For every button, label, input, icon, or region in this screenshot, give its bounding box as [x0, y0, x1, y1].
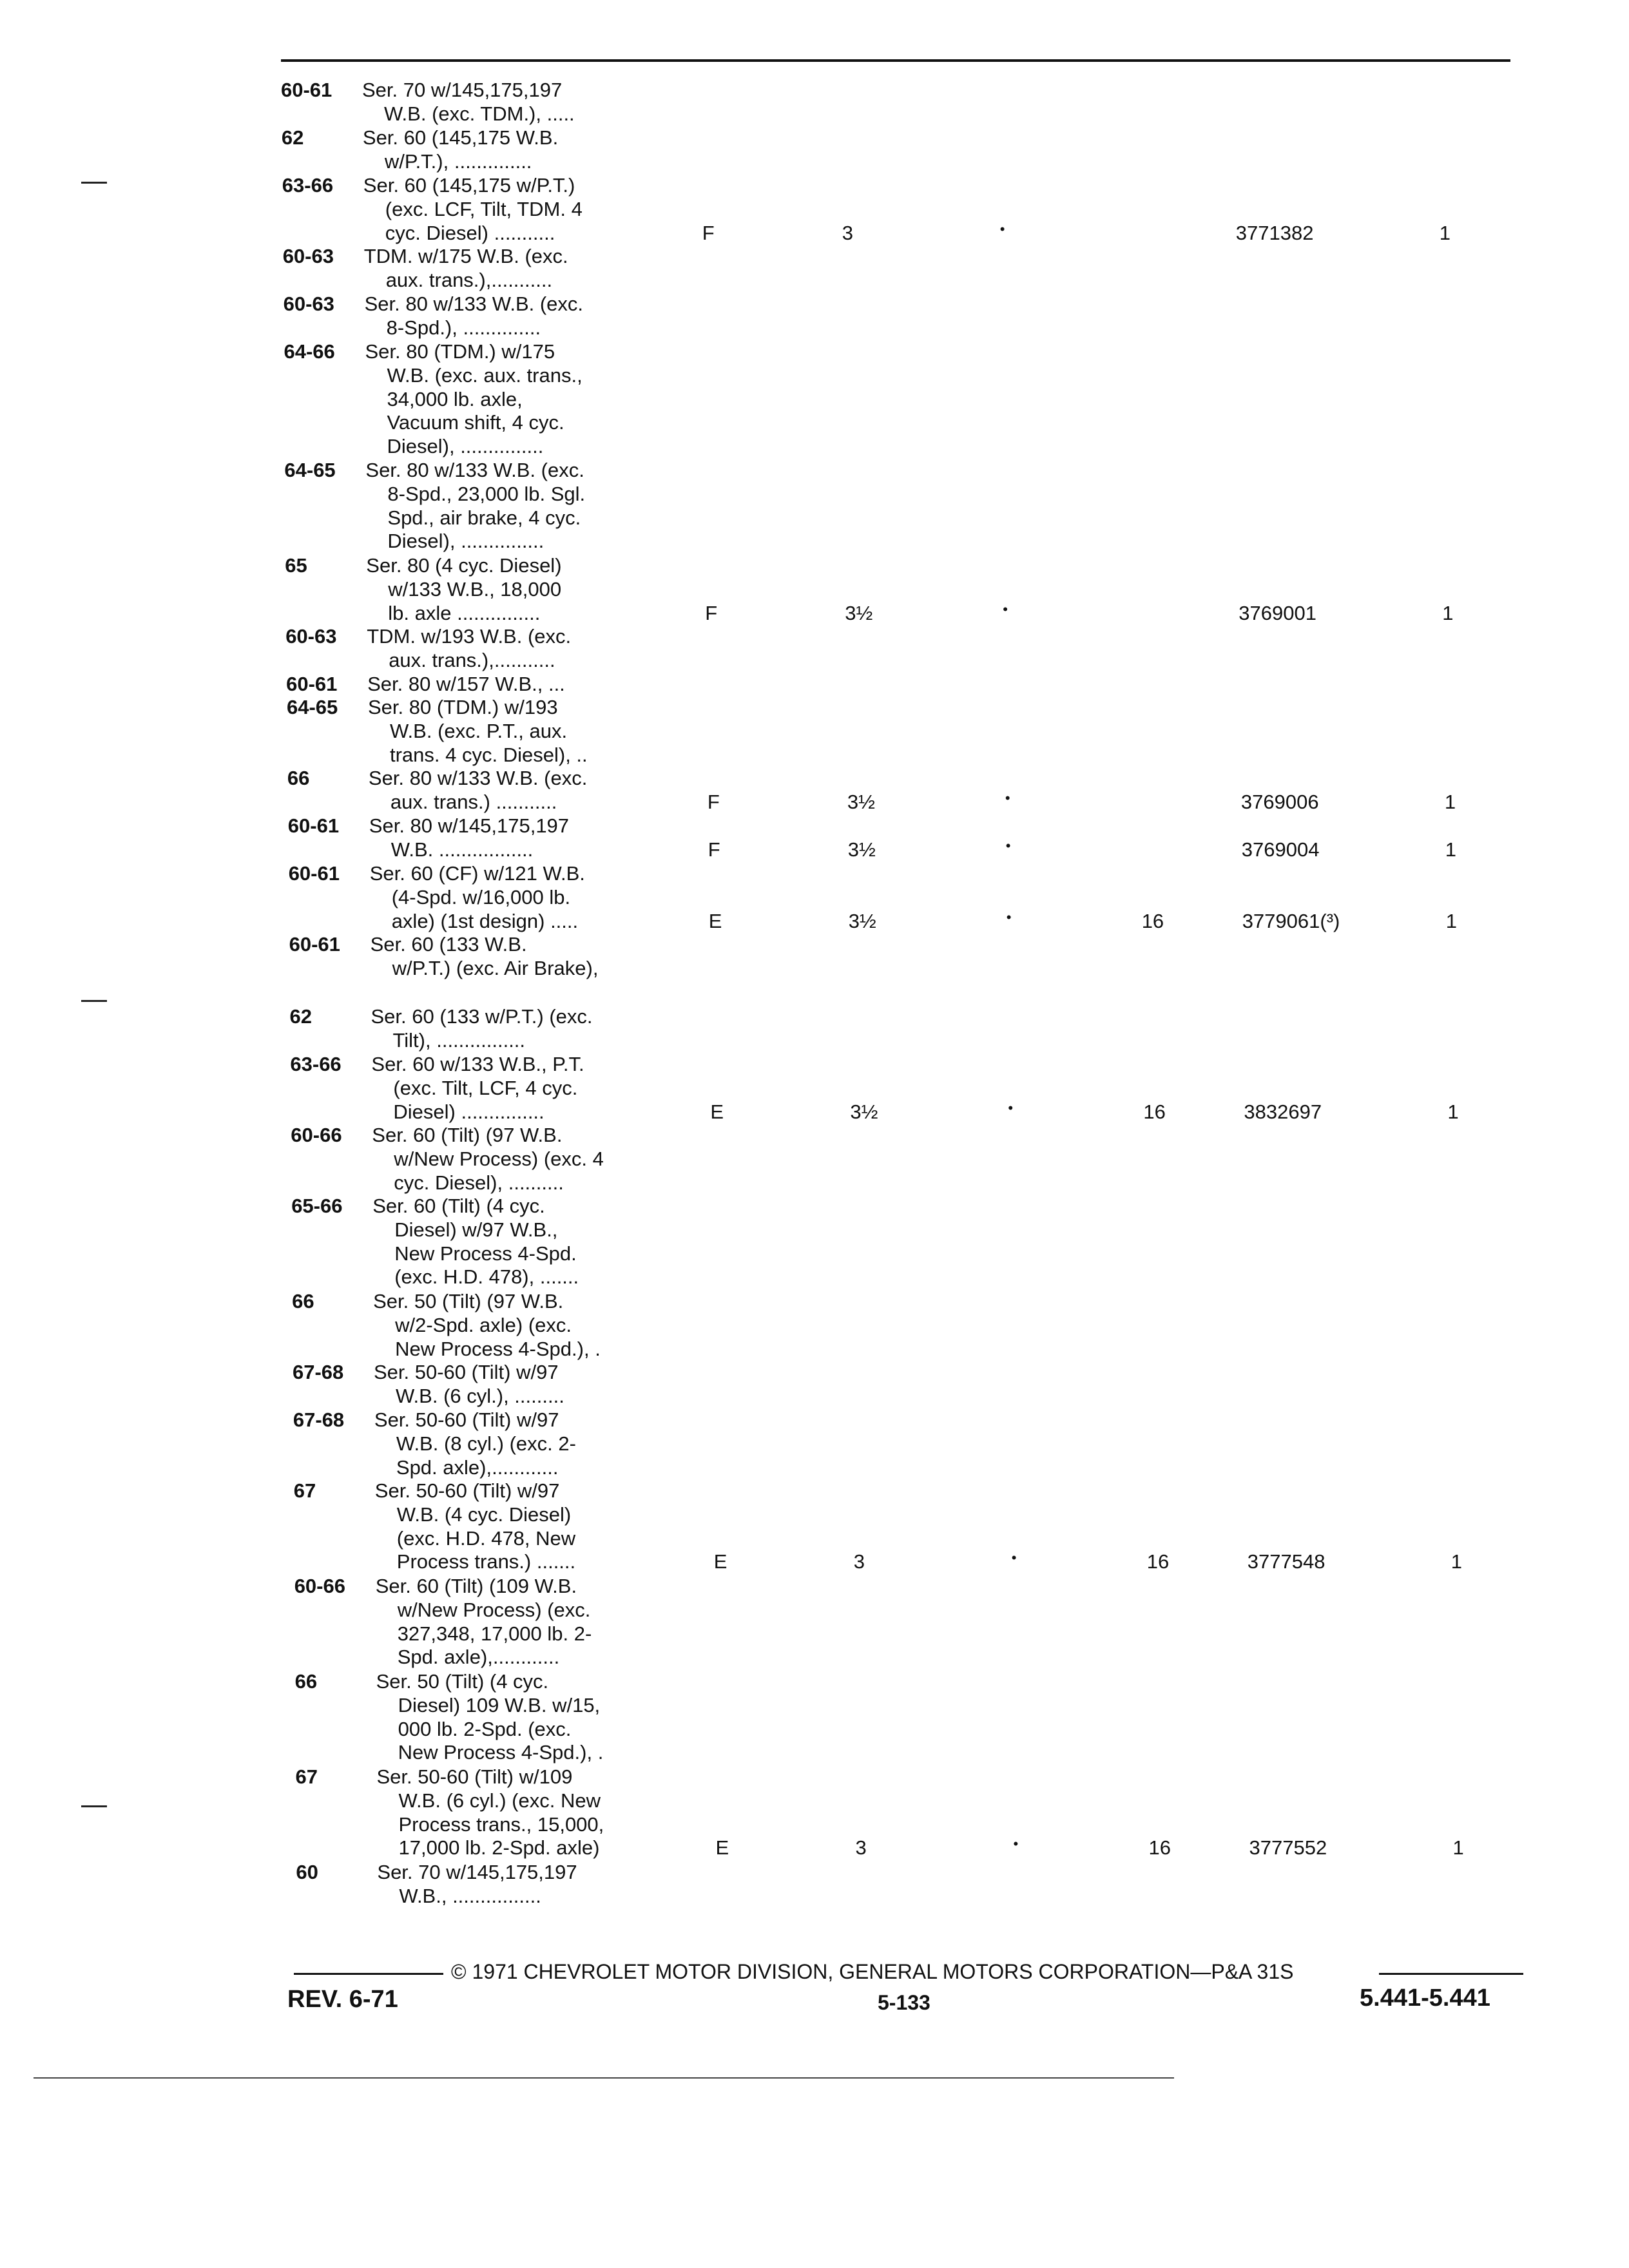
model-years: 60-63 [285, 625, 337, 648]
column-part: 3777552 [1249, 1836, 1327, 1860]
column-size: 3½ [848, 909, 876, 932]
application-text: cyc. Diesel) ........... [385, 221, 555, 244]
application-text: W.B. (exc. TDM.), ..... [384, 102, 575, 125]
column-num: 16 [1146, 1550, 1170, 1573]
column-mark: • [999, 220, 1005, 237]
application-text: (exc. LCF, Tilt, TDM. 4 [385, 197, 583, 220]
application-text: W.B. (6 cyl.) (exc. New [398, 1789, 601, 1812]
page-number: 5-133 [878, 1991, 930, 2014]
application-text: Ser. 70 w/145,175,197 [362, 79, 563, 101]
application-text: Ser. 80 w/133 W.B. (exc. [368, 767, 588, 789]
application-text: Diesel) 109 W.B. w/15, [398, 1693, 601, 1716]
column-size: 3½ [847, 838, 876, 861]
column-part: 3771382 [1235, 221, 1314, 244]
top-rule [281, 59, 1510, 62]
column-num: 16 [1148, 1836, 1171, 1860]
column-qty: 1 [1442, 601, 1454, 624]
application-text: Ser. 60 (Tilt) (109 W.B. [375, 1575, 577, 1597]
model-years: 60-66 [294, 1575, 345, 1597]
column-size: 3½ [845, 601, 873, 624]
application-text: Ser. 50-60 (Tilt) w/97 [374, 1361, 559, 1383]
footer-rule-right [1379, 1973, 1523, 1975]
application-text: W.B. (6 cyl.), ......... [396, 1384, 564, 1407]
application-text: cyc. Diesel), .......... [394, 1171, 564, 1194]
model-years: 65-66 [291, 1195, 343, 1217]
model-years: 64-65 [284, 459, 336, 481]
model-years: 65 [285, 554, 307, 577]
application-text: w/133 W.B., 18,000 [388, 577, 562, 601]
column-type: E [708, 909, 722, 932]
model-years: 67-68 [293, 1408, 345, 1431]
application-text: Ser. 50 (Tilt) (97 W.B. [373, 1290, 564, 1312]
model-years: 64-66 [284, 340, 335, 363]
column-num: 16 [1143, 1100, 1166, 1123]
application-text: w/New Process) (exc. [397, 1598, 591, 1621]
column-size: 3½ [850, 1100, 878, 1123]
application-text: 8-Spd., 23,000 lb. Sgl. [387, 482, 586, 505]
column-part: 3769001 [1239, 601, 1316, 624]
margin-mark [81, 1805, 107, 1807]
column-num: 16 [1141, 909, 1164, 932]
column-size: 3 [853, 1550, 865, 1573]
column-qty: 1 [1451, 1550, 1463, 1573]
application-text: Ser. 70 w/145,175,197 [377, 1861, 577, 1883]
column-part: 3777548 [1247, 1550, 1325, 1573]
model-years: 66 [294, 1670, 318, 1693]
application-text: Ser. 80 (4 cyc. Diesel) [366, 554, 562, 577]
application-text: Spd. axle),............ [396, 1456, 559, 1479]
application-text: New Process 4-Spd.), . [395, 1337, 601, 1360]
column-size: 3 [842, 221, 854, 244]
application-text: Process trans., 15,000, [398, 1812, 604, 1836]
model-years: 60-63 [282, 245, 334, 267]
application-text: axle) (1st design) ..... [391, 909, 579, 932]
application-text: trans. 4 cyc. Diesel), .. [390, 743, 588, 766]
model-years: 60 [296, 1861, 318, 1883]
margin-mark [81, 1000, 107, 1002]
model-years: 62 [289, 1005, 312, 1028]
application-text: Ser. 80 (TDM.) w/175 [365, 340, 555, 363]
application-text: Ser. 60 (133 W.B. [370, 933, 527, 956]
application-text: W.B. (8 cyl.) (exc. 2- [396, 1432, 576, 1455]
application-text: Ser. 60 (Tilt) (4 cyc. [372, 1195, 545, 1217]
column-type: F [705, 601, 718, 624]
model-years: 67 [295, 1765, 318, 1788]
model-years: 60-61 [286, 673, 338, 695]
application-text: Diesel), ............... [387, 530, 545, 553]
column-mark: • [1006, 908, 1012, 925]
footer-copyright: © 1971 CHEVROLET MOTOR DIVISION, GENERAL MOTORS CORPORATION—P&A 31S [451, 1960, 1294, 1983]
application-text: w/P.T.) (exc. Air Brake), [392, 956, 599, 979]
application-text: Ser. 50-60 (Tilt) w/97 [374, 1479, 560, 1502]
application-text: W.B. ................. [390, 838, 534, 861]
section-number: 5.441-5.441 [1360, 1984, 1490, 2012]
application-text: W.B. (4 cyc. Diesel) [396, 1503, 572, 1526]
application-text: 17,000 lb. 2-Spd. axle) [398, 1836, 600, 1860]
column-mark: • [1008, 1099, 1014, 1116]
application-text: 327,348, 17,000 lb. 2- [397, 1622, 592, 1645]
application-text: Tilt), ................ [392, 1028, 526, 1052]
application-text: Ser. 80 w/133 W.B. (exc. [364, 293, 584, 315]
revision-label: REV. 6-71 [287, 1986, 398, 2013]
application-text: W.B. (exc. aux. trans., [387, 363, 583, 387]
application-text: 8-Spd.), .............. [386, 316, 541, 339]
application-text: TDM. w/175 W.B. (exc. [363, 245, 568, 267]
application-text: w/New Process) (exc. 4 [394, 1147, 604, 1170]
model-years: 60-61 [287, 814, 340, 837]
application-text: Ser. 60 (145,175 W.B. [362, 126, 559, 149]
column-type: F [707, 790, 720, 813]
column-type: E [713, 1550, 728, 1573]
application-text: W.B. (exc. P.T., aux. [390, 719, 568, 742]
column-qty: 1 [1439, 221, 1451, 244]
application-text: New Process 4-Spd. [394, 1242, 577, 1265]
application-text: (exc. Tilt, LCF, 4 cyc. [393, 1076, 578, 1099]
model-years: 63-66 [290, 1053, 342, 1075]
column-size: 3½ [847, 790, 875, 813]
application-text: Ser. 80 w/133 W.B. (exc. [365, 459, 584, 481]
bottom-rule [34, 2077, 1174, 2079]
column-type: F [702, 221, 715, 244]
column-qty: 1 [1444, 790, 1456, 813]
model-years: 64-65 [287, 696, 338, 718]
application-text: lb. axle ............... [388, 601, 541, 624]
model-years: 60-61 [289, 933, 340, 956]
column-mark: • [1011, 1550, 1017, 1566]
application-text: Ser. 50 (Tilt) (4 cyc. [376, 1670, 549, 1693]
model-years: 66 [287, 767, 310, 789]
column-qty: 1 [1447, 1100, 1459, 1123]
application-text: W.B., ................ [399, 1884, 541, 1907]
application-text: (exc. H.D. 478), ....... [394, 1265, 579, 1289]
model-years: 60-61 [281, 79, 333, 101]
column-part: 3769006 [1240, 790, 1319, 813]
application-text: (4-Spd. w/16,000 lb. [391, 885, 571, 908]
column-qty: 1 [1452, 1836, 1464, 1860]
column-part: 3769004 [1241, 838, 1320, 861]
model-years: 66 [292, 1290, 314, 1312]
application-text: 000 lb. 2-Spd. (exc. [398, 1717, 572, 1740]
column-type: E [710, 1100, 724, 1123]
column-mark: • [1005, 837, 1011, 854]
application-text: Ser. 50-60 (Tilt) w/97 [374, 1408, 559, 1431]
model-years: 60-63 [283, 293, 334, 315]
model-years: 67 [293, 1479, 316, 1502]
application-text: Ser. 60 (CF) w/121 W.B. [369, 862, 585, 885]
application-text: Ser. 60 (Tilt) (97 W.B. [372, 1124, 563, 1146]
column-type: E [715, 1836, 729, 1860]
application-text: Ser. 60 (145,175 w/P.T.) [363, 174, 575, 197]
application-text: Ser. 50-60 (Tilt) w/109 [376, 1765, 573, 1788]
application-text: aux. trans.),........... [389, 648, 555, 671]
application-text: Ser. 60 (133 w/P.T.) (exc. [371, 1005, 593, 1028]
application-text: 34,000 lb. axle, [387, 387, 523, 410]
column-part: 3779061(³) [1242, 909, 1340, 932]
margin-mark [81, 182, 107, 184]
model-years: 67-68 [293, 1361, 344, 1383]
application-text: Ser. 80 w/145,175,197 [369, 814, 570, 837]
application-text: Diesel) ............... [393, 1100, 545, 1123]
application-text: w/2-Spd. axle) (exc. [395, 1313, 572, 1336]
application-text: Spd., air brake, 4 cyc. [387, 506, 581, 529]
column-size: 3 [855, 1836, 867, 1860]
model-years: 63-66 [282, 174, 334, 197]
application-text: Process trans.) ....... [396, 1550, 576, 1573]
column-mark: • [1005, 789, 1010, 806]
application-text: Diesel), ............... [387, 435, 544, 458]
application-text: TDM. w/193 W.B. (exc. [367, 625, 572, 648]
application-text: aux. trans.) ........... [390, 790, 557, 813]
column-qty: 1 [1445, 909, 1457, 932]
application-text: (exc. H.D. 478, New [396, 1526, 576, 1550]
application-text: Ser. 60 w/133 W.B., P.T. [371, 1053, 584, 1075]
column-type: F [708, 838, 720, 861]
application-text: Diesel) w/97 W.B., [394, 1218, 558, 1241]
application-text: Spd. axle),............ [397, 1646, 560, 1669]
model-years: 60-61 [288, 862, 340, 885]
model-years: 62 [281, 126, 304, 149]
column-mark: • [1013, 1836, 1019, 1852]
application-text: Ser. 80 w/157 W.B., ... [367, 673, 565, 695]
application-text: w/P.T.), .............. [384, 149, 532, 173]
application-text: Ser. 80 (TDM.) w/193 [368, 696, 558, 718]
model-years: 60-66 [291, 1124, 342, 1146]
application-text: aux. trans.),........... [385, 268, 553, 291]
application-text: Vacuum shift, 4 cyc. [387, 411, 564, 434]
application-text: New Process 4-Spd.), . [398, 1741, 604, 1764]
footer-rule-left [294, 1973, 443, 1975]
column-mark: • [1003, 601, 1008, 617]
column-qty: 1 [1445, 838, 1457, 861]
column-part: 3832697 [1244, 1100, 1322, 1123]
